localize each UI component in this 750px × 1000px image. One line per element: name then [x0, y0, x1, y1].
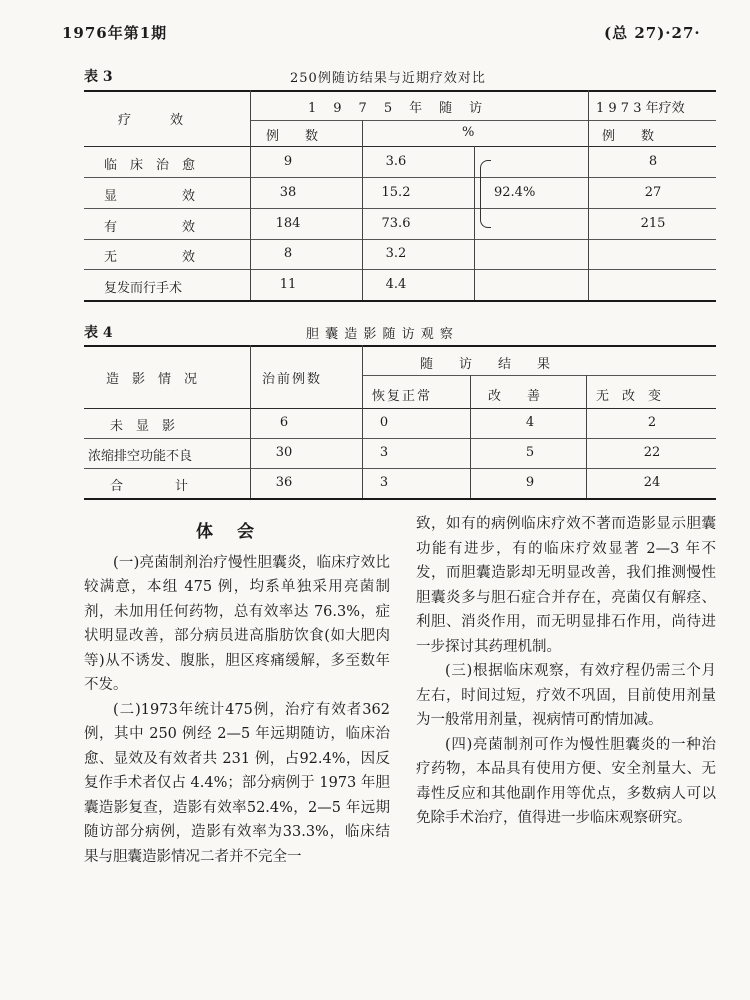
table-3-row-rule [84, 269, 716, 270]
table-4-improved: 4 [525, 415, 535, 430]
bracket-mark [480, 160, 491, 228]
table-3-header-1973: 1 9 7 3 年疗效 [596, 101, 685, 116]
table-3-bracket-value: 92.4% [494, 185, 536, 200]
right-column [416, 512, 716, 831]
table-4-row-label: 浓缩排空功能不良 [88, 449, 193, 464]
table-4-normal: 3 [379, 445, 389, 460]
table-3-col-rule [474, 146, 475, 300]
paragraph: (三)根据临床观察，有效疗程仍需三个月左右，时间过短，疗效不巩固，目前使用剂量为一般常用剂量，视病情可酌情加减。 [416, 663, 716, 728]
table-4-unchanged: 24 [643, 475, 661, 490]
table-3-cases: 38 [279, 185, 297, 200]
table-4-normal: 0 [379, 415, 389, 430]
table-3-row-rule [84, 208, 716, 209]
table-4-header-followup: 随 访 结 果 [420, 357, 551, 372]
table-3-cases: 11 [279, 277, 297, 292]
table-4-col-rule [362, 345, 363, 498]
table-3-row-label: 显 效 [104, 189, 196, 204]
table-3-top-rule [84, 90, 716, 92]
table-3-col-rule [588, 90, 589, 300]
paragraph: (一)亮菌制剂治疗慢性胆囊炎，临床疗效比较满意，本组 475 例，均系单独采用亮菌制剂，未加用任何药物，总有效率达 76.3%，症状明显改善，部分病员进高脂肪饮食(如大肥肉等)从不诱发、腹胀，胆区疼痛缓解，多至数年不发。 [84, 554, 390, 693]
table-3-percent: 3.2 [385, 246, 407, 261]
table-4-normal: 3 [379, 475, 389, 490]
table-3-col-rule [362, 120, 363, 300]
issue-label: 1976年第1期 [62, 24, 168, 42]
table-4-row-rule [84, 438, 716, 439]
table-4-header-mid-rule [362, 375, 716, 376]
table-3-row-label: 有 效 [104, 220, 196, 235]
table-4-top-rule [84, 345, 716, 347]
table-4-col-rule [250, 345, 251, 498]
table-3-bottom-rule [84, 300, 716, 302]
table-3-subheader-cases-1973: 例 数 [602, 129, 655, 144]
table-3-percent: 3.6 [385, 154, 407, 169]
table-3-label: 表 3 [84, 69, 113, 85]
paragraph: (二)1973年统计475例，治疗有效者362例，其中 250 例经 2—5 年远期随访，临床治愈、显效及有效者共 231 例，占92.4%，因反复作手术者仅占 4.4%；部分病例于 1973 年胆囊造影复查，造影有效率52.4%，2—5 年远期随访部分病例，造影有效率为33.3%，临床结果与胆囊造影情况二者并不完全一 [84, 701, 390, 865]
table-3-header-mid-rule [250, 120, 716, 121]
table-4-col-rule [470, 375, 471, 498]
table-4-bottom-rule [84, 498, 716, 500]
table-4-subheader-unchanged: 无 改 变 [596, 389, 662, 404]
table-4-subheader-normal: 恢复正常 [372, 389, 433, 404]
table-3-subheader-percent: % [462, 125, 475, 140]
page-number: (总 27)·27· [604, 24, 701, 42]
table-4-pre: 6 [279, 415, 289, 430]
table-4-row-label: 未 显 影 [110, 419, 176, 434]
table-4-unchanged: 22 [643, 445, 661, 460]
table-4-improved: 5 [525, 445, 535, 460]
section-heading: 体会 [196, 522, 278, 542]
table-3-col-rule [250, 90, 251, 300]
table-3-percent: 4.4 [385, 277, 407, 292]
table-3-header-effect: 疗 效 [118, 113, 184, 128]
table-3-cases-1973: 8 [648, 154, 658, 169]
left-column [84, 520, 390, 869]
table-4-header-imaging: 造 影 情 况 [106, 372, 198, 387]
table-3-cases-1973: 215 [640, 216, 666, 231]
table-4-unchanged: 2 [647, 415, 657, 430]
paragraph-continuation: 致，如有的病例临床疗效不著而造影显示胆囊功能有进步，有的临床疗效显著 2—3 年不发，而胆囊造影却无明显改善，我们推测慢性胆囊炎多与胆石症合并存在，亮菌仅有解痉、利胆、消炎作用，而无明显排石作用，尚待进一步探讨其药理机制。 [416, 516, 716, 655]
table-4-header-bottom-rule [84, 408, 716, 409]
table-4-pre: 30 [275, 445, 293, 460]
table-3-row-rule [84, 239, 716, 240]
table-3-percent: 73.6 [381, 216, 411, 231]
table-4-pre: 36 [275, 475, 293, 490]
table-4-subheader-improved: 改 善 [488, 389, 541, 404]
table-3-row-rule [84, 177, 716, 178]
table-3-cases: 8 [283, 246, 293, 261]
paragraph: (四)亮菌制剂可作为慢性胆囊炎的一种治疗药物，本品具有使用方便、安全剂量大、无毒性反应和其他副作用等优点，多数病人可以免除手术治疗，值得进一步临床观察研究。 [416, 736, 716, 826]
table-3-header-bottom-rule [84, 146, 716, 147]
table-3-title: 250例随访结果与近期疗效对比 [290, 71, 486, 86]
table-3-row-label: 临 床 治 愈 [104, 158, 196, 173]
table-4-row-label: 合 计 [110, 479, 189, 494]
table-4-improved: 9 [525, 475, 535, 490]
table-3-cases: 184 [275, 216, 301, 231]
table-3-cases-1973: 27 [644, 185, 662, 200]
table-3-subheader-cases: 例 数 [266, 129, 319, 144]
table-4-label: 表 4 [84, 325, 113, 341]
table-3-header-1975: 1 9 7 5 年 随 访 [308, 101, 485, 116]
table-3-cases: 9 [283, 154, 293, 169]
table-4-row-rule [84, 468, 716, 469]
table-3-row-label: 复发而行手术 [104, 281, 183, 296]
table-3-row-label: 无 效 [104, 250, 196, 265]
table-4-title: 胆 囊 造 影 随 访 观 察 [306, 327, 454, 342]
table-4-header-pre: 治前例数 [262, 372, 323, 387]
table-3-percent: 15.2 [381, 185, 411, 200]
